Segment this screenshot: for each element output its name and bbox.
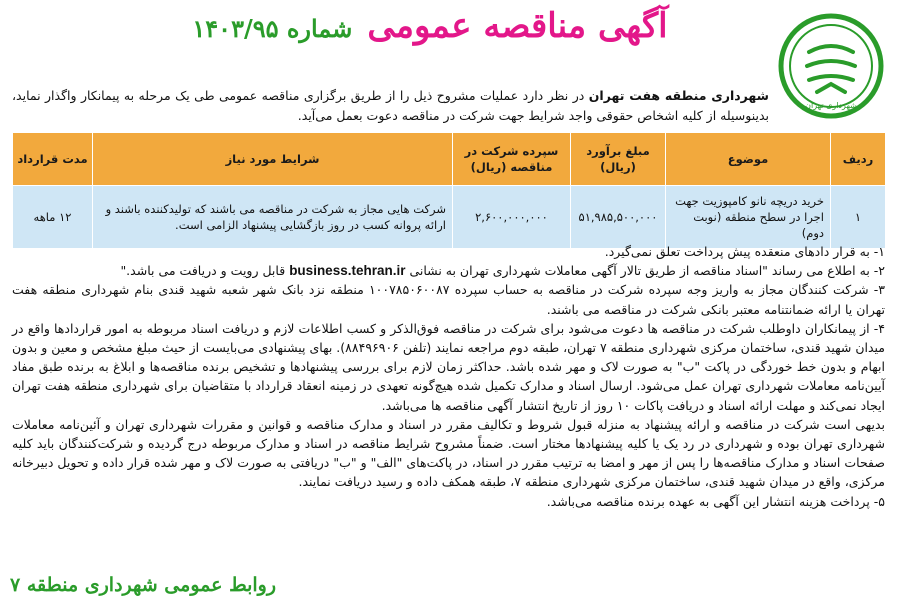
header-subject: موضوع [666,133,831,186]
public-relations-signature: روابط عمومی شهرداری منطقه ۷ [10,574,277,596]
cell-subject: خرید دریچه نانو کامپوزیت جهت اجرا در سطح منطقه (نوبت دوم) [666,186,831,249]
organization-name: شهرداری منطقه هفت تهران [588,88,769,103]
intro-text: در نظر دارد عملیات مشروح ذیل را از طریق برگزاری مناقصه عمومی طی یک مرحله به پیمانکار واگذار نماید، بدینوسیله از کلیه اشخاص حقوقی واجد شرایط جهت شرکت در مناقصه دعوت بعمل می‌آید. [12,88,769,123]
item-2-text-b: قابل رویت و دریافت می باشد." [120,263,286,279]
item-5: ۵- پرداخت هزینه انتشار این آگهی به عهده برنده مناقصه می‌باشد. [546,493,885,509]
cell-conditions: شرکت هایی مجاز به شرکت در مناقصه می باشند که تولیدکننده باشند و ارائه پروانه کسب در روز بازگشایی پیشنهاد الزامی است. [93,186,453,249]
header-conditions: شرایط مورد نیاز [93,133,453,186]
cell-duration: ۱۲ ماهه [13,186,93,249]
table-row [13,186,886,249]
item-1: ۱- به قرار دادهای منعقده پیش پرداخت تعلق نمی‌گیرد. [604,244,885,259]
header-duration: مدت قرارداد [13,133,93,186]
item-2 [12,261,885,280]
cell-deposit: ۲,۶۰۰,۰۰۰,۰۰۰ [453,186,571,249]
tender-table [12,132,886,249]
item-4: ۴- از پیمانکاران داوطلب شرکت در مناقصه ها دعوت می‌شود برای شرکت در مناقصه فوق‌الذکر و کسب اطلاعات لازم و دریافت اسناد مربوطه به امور قراردادها واقع در میدان شهید قندی، ساختمان مرکزی شهرداری منطقه ۷ تهران، طبقه دوم مراجعه نمایند (تلفن ۸۸۴۹۶۹۰۶). بهای پیشنهادی می‌بایست از حیث مبلغ مشخص و معین و بدون ابهام و بدون خط خوردگی در پاکت "ب" به صورت لاک و مهر شده باشد. حداکثر زمان لازم برای بررسی پیشنهادها و تشخیص برنده مناقصه‌ها و ابلاغ به برنده طبق مفاد آیین‌نامه معاملات شهرداری تهران عمل می‌شود. ارسال اسناد و مدارک تکمیل شده هیچ‌گونه تعهدی در زمینه انعقاد قرارداد با متقاضیان برای شهرداری منطقه هفت تهران ایجاد نمی‌کند و مهلت ارائه اسناد و دریافت پاکات ۱۰ روز از تاریخ انتشار آگهی مناقصه ها می‌باشد. [12,320,885,413]
header-deposit: سپرده شرکت در مناقصه (ریال) [453,133,571,186]
notice-title [150,6,710,46]
tehran-municipality-logo-icon [777,12,885,120]
logo-text: شهرداری تهران [805,101,857,110]
item-3: ۳- شرکت کنندگان مجاز به واریز وجه سپرده شرکت در مناقصه به حساب سپرده ۱۰۰۷۸۵۰۶۰۰۸۷ منطقه نزد بانک شهر شعبه شهید قندی بنام شهرداری منطقه هفت تهران یا ارائه ضمانتنامه معتبر بانکی شرکت در مناقصه می باشند. [12,282,885,317]
notice-title-text: آگهی مناقصه عمومی [367,6,668,46]
business-portal-link[interactable]: business.tehran.ir [289,263,406,279]
header-estimate: مبلغ برآورد (ریال) [571,133,666,186]
table-header-row [13,133,886,186]
paragraph-conditions: بدیهی است شرکت در مناقصه و ارائه پیشنهاد به منزله قبول شروط و تکالیف مقرر در اسناد و مدارک مناقصه و قوانین و مقررات شهرداری تهران و آئین‌نامه معاملات شهرداری تهران بوده و شهرداری در رد یک یا کلیه پیشنهادها مختار است. ضمناً مشروح شرایط مناقصه در اسناد و مدارک مربوطه درج گردیده و شرکت‌کنندگان باید کلیه صفحات اسناد و مدارک مناقصه‌ها را پس از مهر و امضا به ترتیب مقرر در اسناد، در پاکت‌های "الف" و "ب" دریافتی به صورت لاک و مهر شده قرار داده و تحویل دبیرخانه مرکزی، واقع در میدان شهید قندی، ساختمان مرکزی شهرداری منطقه ۷، طبقه همکف داده و رسید دریافت نمایند. [12,416,885,490]
intro-paragraph [12,86,769,126]
item-2-text-a: ۲- به اطلاع می رساند "اسناد مناقصه از طریق تالار آگهی معاملات شهرداری تهران به نشانی [409,263,885,279]
notice-body [12,242,885,511]
notice-number: شماره ۱۴۰۳/۹۵ [192,14,353,43]
header-row-number: ردیف [831,133,886,186]
cell-row-number: ۱ [831,186,886,249]
cell-estimate: ۵۱,۹۸۵,۵۰۰,۰۰۰ [571,186,666,249]
